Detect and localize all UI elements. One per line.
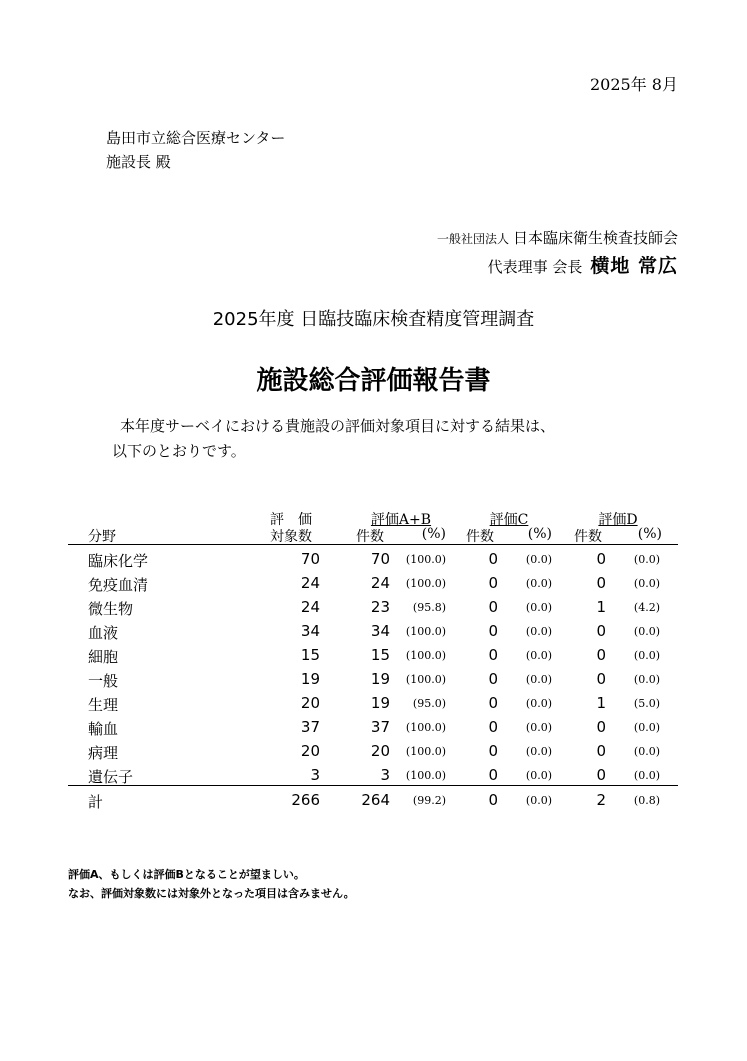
header-target-bottom: 対象数 [270, 529, 312, 545]
row-field: 病理 [88, 744, 119, 762]
notes [68, 865, 355, 903]
issuer-name: 日本臨床衛生検査技師会 [512, 229, 678, 247]
row-ab-count: 19 [370, 670, 390, 688]
row-ab-pct: (100.0) [405, 553, 446, 566]
row-d-pct: (0.0) [633, 577, 660, 590]
row-ab-count: 24 [370, 574, 390, 592]
row-c-count: 0 [488, 574, 498, 592]
row-target: 20 [300, 694, 320, 712]
header-group-d: 評価D [598, 512, 638, 528]
total-rule [68, 785, 678, 786]
representative-title: 代表理事 会長 [487, 258, 583, 276]
row-ab-pct: (100.0) [405, 769, 446, 782]
row-d-count: 1 [596, 598, 606, 616]
row-d-count: 0 [596, 670, 606, 688]
row-c-count: 0 [488, 550, 498, 568]
row-d-pct: (0.0) [633, 721, 660, 734]
row-target: 24 [300, 598, 320, 616]
header-ab-pct: (%) [421, 526, 446, 542]
row-c-pct: (0.0) [525, 794, 552, 807]
row-c-count: 0 [488, 694, 498, 712]
row-ab-count: 23 [370, 598, 390, 616]
row-c-pct: (0.0) [525, 673, 552, 686]
header-target-top: 評 価 [270, 512, 312, 528]
row-c-pct: (0.0) [525, 745, 552, 758]
row-target: 19 [300, 670, 320, 688]
row-target: 15 [300, 646, 320, 664]
row-ab-pct: (95.0) [412, 697, 446, 710]
row-ab-pct: (100.0) [405, 745, 446, 758]
row-field: 輸血 [88, 720, 119, 738]
row-ab-count: 70 [370, 550, 390, 568]
header-d-count: 件数 [574, 529, 602, 545]
row-ab-pct: (100.0) [405, 673, 446, 686]
row-d-pct: (0.0) [633, 769, 660, 782]
row-ab-count: 20 [370, 742, 390, 760]
row-c-pct: (0.0) [525, 649, 552, 662]
row-ab-pct: (99.2) [412, 794, 446, 807]
row-c-pct: (0.0) [525, 769, 552, 782]
row-d-pct: (0.0) [633, 553, 660, 566]
report-date: 2025年 8月 [590, 75, 678, 94]
row-field: 一般 [88, 672, 119, 690]
row-d-pct: (0.0) [633, 673, 660, 686]
row-target: 3 [310, 766, 320, 784]
row-d-count: 0 [596, 718, 606, 736]
row-c-pct: (0.0) [525, 721, 552, 734]
row-ab-pct: (100.0) [405, 577, 446, 590]
row-c-count: 0 [488, 742, 498, 760]
representative-name: 横地 常広 [590, 255, 678, 277]
row-d-count: 0 [596, 574, 606, 592]
header-rule [68, 544, 678, 545]
note-line-1: 評価A、もしくは評価Bとなることが望ましい。 [68, 868, 305, 881]
row-d-pct: (0.0) [633, 745, 660, 758]
row-ab-pct: (100.0) [405, 721, 446, 734]
row-c-pct: (0.0) [525, 553, 552, 566]
row-d-count: 2 [596, 791, 606, 809]
issuer-line [360, 227, 678, 248]
row-d-count: 0 [596, 550, 606, 568]
row-target: 266 [291, 791, 320, 809]
row-d-pct: (5.0) [633, 697, 660, 710]
row-c-pct: (0.0) [525, 625, 552, 638]
row-ab-pct: (95.8) [412, 601, 446, 614]
header-field: 分野 [88, 529, 116, 545]
row-d-pct: (0.0) [633, 625, 660, 638]
row-d-count: 0 [596, 766, 606, 784]
row-d-count: 0 [596, 622, 606, 640]
addressee-title: 施設長 殿 [106, 153, 171, 171]
row-field: 計 [88, 793, 104, 811]
row-field: 臨床化学 [88, 552, 149, 570]
representative-line [360, 251, 678, 278]
row-d-count: 1 [596, 694, 606, 712]
row-c-pct: (0.0) [525, 697, 552, 710]
row-c-pct: (0.0) [525, 577, 552, 590]
row-c-count: 0 [488, 622, 498, 640]
header-c-count: 件数 [466, 529, 494, 545]
row-ab-count: 37 [370, 718, 390, 736]
header-c-pct: (%) [527, 526, 552, 542]
issuer-type: 一般社団法人 [436, 232, 509, 246]
header-ab-count: 件数 [356, 529, 384, 545]
row-ab-count: 15 [370, 646, 390, 664]
row-target: 24 [300, 574, 320, 592]
row-d-count: 0 [596, 646, 606, 664]
row-target: 70 [300, 550, 320, 568]
row-field: 免疫血清 [88, 576, 149, 594]
report-title: 施設総合評価報告書 [256, 366, 491, 396]
row-ab-pct: (100.0) [405, 625, 446, 638]
row-c-count: 0 [488, 670, 498, 688]
intro-line-1: 本年度サーベイにおける貴施設の評価対象項目に対する結果は、 [120, 417, 556, 435]
row-c-count: 0 [488, 791, 498, 809]
row-c-count: 0 [488, 646, 498, 664]
row-c-count: 0 [488, 598, 498, 616]
row-ab-count: 264 [361, 791, 390, 809]
row-field: 生理 [88, 696, 119, 714]
row-d-pct: (0.0) [633, 649, 660, 662]
header-group-ab: 評価A+B [370, 512, 432, 528]
row-ab-pct: (100.0) [405, 649, 446, 662]
row-field: 細胞 [88, 648, 119, 666]
row-target: 34 [300, 622, 320, 640]
row-target: 37 [300, 718, 320, 736]
intro-line-2: 以下のとおりです。 [112, 442, 246, 460]
row-c-pct: (0.0) [525, 601, 552, 614]
row-field: 遺伝子 [88, 768, 134, 786]
row-field: 血液 [88, 624, 119, 642]
row-d-pct: (4.2) [633, 601, 660, 614]
row-d-count: 0 [596, 742, 606, 760]
row-d-pct: (0.8) [633, 794, 660, 807]
row-field: 微生物 [88, 600, 134, 618]
row-c-count: 0 [488, 718, 498, 736]
row-ab-count: 34 [370, 622, 390, 640]
note-line-2: なお、評価対象数には対象外となった項目は含みません。 [68, 887, 355, 900]
addressee-organization: 島田市立総合医療センター [106, 129, 286, 147]
row-target: 20 [300, 742, 320, 760]
survey-title: 2025年度 日臨技臨床検査精度管理調査 [212, 309, 535, 330]
row-c-count: 0 [488, 766, 498, 784]
header-group-c: 評価C [489, 512, 529, 528]
row-ab-count: 19 [370, 694, 390, 712]
header-d-pct: (%) [637, 526, 662, 542]
row-ab-count: 3 [380, 766, 390, 784]
